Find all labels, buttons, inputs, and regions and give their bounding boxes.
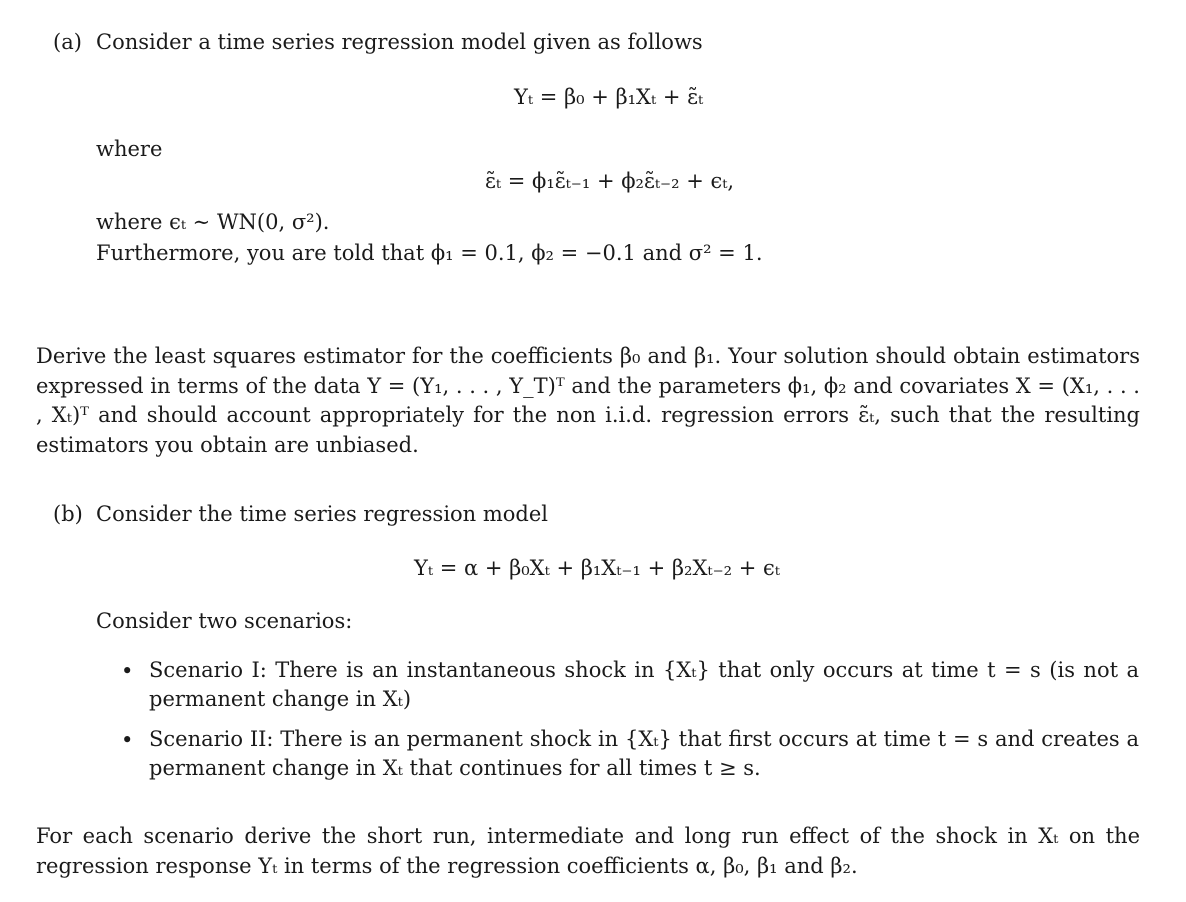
part-b-intro: Consider the time series regression model bbox=[96, 502, 549, 526]
part-a-intro: Consider a time series regression model given as follows bbox=[96, 30, 703, 54]
part-a-furthermore: Furthermore, you are told that ϕ₁ = 0.1, ϕ₂ = −0.1 and σ² = 1. bbox=[96, 241, 763, 265]
bullet-marker: • bbox=[121, 728, 134, 752]
part-b-scenarios-intro: Consider two scenarios: bbox=[96, 609, 353, 633]
part-a-task: Derive the least squares estimator for the coefficients β₀ and β₁. Your solution should obtain estimators expressed in terms of the data Y = (Y₁, . . . , Y_T)ᵀ and the parameters ϕ₁, ϕ₂ and covariates X = (X₁, . . . , Xₜ)ᵀ and should account appropriately for the non i.i.d. regression errors ε̃ₜ, such that the resulting estimators you obtain are unbiased. bbox=[36, 344, 1140, 457]
bullet-marker: • bbox=[121, 659, 134, 683]
part-b-label: (b) bbox=[53, 502, 83, 526]
part-a-error-equation: ε̃ₜ = ϕ₁ε̃ₜ₋₁ + ϕ₂ε̃ₜ₋₂ + ϵₜ, bbox=[485, 169, 735, 193]
part-b-model-equation: Yₜ = α + β₀Xₜ + β₁Xₜ₋₁ + β₂Xₜ₋₂ + ϵₜ bbox=[414, 556, 780, 580]
scenario-item: Scenario I: There is an instantaneous shock in {Xₜ} that only occurs at time t = s (is not a permanent change in Xₜ) bbox=[149, 658, 1139, 711]
part-a-where-1: where bbox=[96, 137, 163, 161]
scenario-item: Scenario II: There is an permanent shock in {Xₜ} that first occurs at time t = s and creates a permanent change in Xₜ that continues for all times t ≥ s. bbox=[149, 727, 1139, 780]
part-a-model-equation: Yₜ = β₀ + β₁Xₜ + ε̃ₜ bbox=[514, 85, 704, 109]
part-a-label: (a) bbox=[53, 30, 82, 54]
part-a-where-2: where ϵₜ ∼ WN(0, σ²). bbox=[96, 210, 330, 234]
part-b-task: For each scenario derive the short run, intermediate and long run effect of the shock in Xₜ on the regression response Yₜ in terms of the regression coefficients α, β₀, β₁ and β₂. bbox=[36, 824, 1140, 878]
